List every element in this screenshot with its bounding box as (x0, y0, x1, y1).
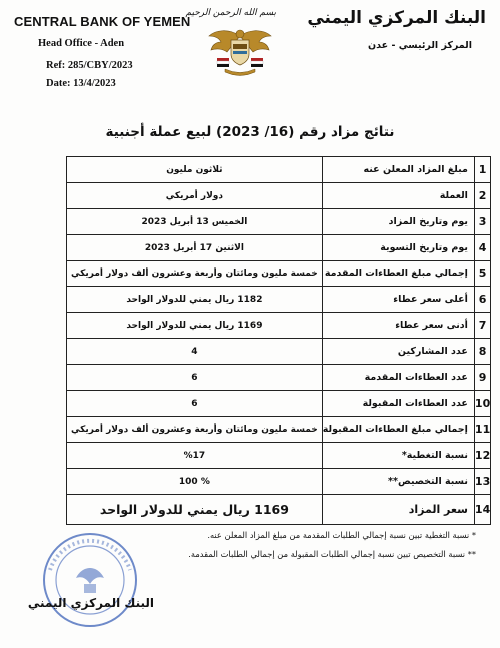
row-label: يوم وتاريخ التسوية (322, 235, 474, 261)
row-label: أعلى سعر عطاء (322, 287, 474, 313)
basmala-text: بسم الله الرحمن الرحيم (185, 8, 276, 18)
document-title: نتائج مزاد رقم (16/ 2023) لبيع عملة أجنبية (105, 124, 395, 140)
table-row (67, 365, 491, 391)
bank-name-en: CENTRAL BANK OF YEMEN (14, 14, 191, 29)
official-stamp-icon (30, 526, 150, 638)
row-label: إجمالي مبلغ العطاءات المقدمة (322, 261, 474, 287)
row-value: 6 (67, 365, 323, 391)
row-number: 3 (474, 209, 490, 235)
row-number: 9 (474, 365, 490, 391)
row-value: 1169 ريال يمني للدولار الواحد (67, 495, 323, 525)
row-value: خمسة مليون ومائتان وأربعة وعشرون ألف دولار أمريكي (67, 261, 323, 287)
row-value: 4 (67, 339, 323, 365)
row-label: مبلغ المزاد المعلن عنه (322, 157, 474, 183)
row-number: 1 (474, 157, 490, 183)
table-row (67, 417, 491, 443)
table-row (67, 287, 491, 313)
row-value: ثلاثون مليون (67, 157, 323, 183)
bank-name-ar: البنك المركزي اليمني (307, 8, 486, 28)
table-row (67, 313, 491, 339)
office-ar: المركز الرئيسي - عدن (368, 40, 472, 51)
row-value: % 100 (67, 469, 323, 495)
document-date: Date: 13/4/2023 (46, 78, 116, 89)
row-value: 1169 ريال يمني للدولار الواحد (67, 313, 323, 339)
row-label: إجمالي مبلغ العطاءات المقبولة (322, 417, 474, 443)
table-row (67, 443, 491, 469)
table-row (67, 495, 491, 525)
office-en: Head Office - Aden (38, 38, 125, 49)
row-number: 4 (474, 235, 490, 261)
table-row (67, 261, 491, 287)
row-value: 1182 ريال يمني للدولار الواحد (67, 287, 323, 313)
row-number: 13 (474, 469, 490, 495)
row-number: 10 (474, 391, 490, 417)
row-number: 12 (474, 443, 490, 469)
row-label: نسبة التغطية* (322, 443, 474, 469)
row-label: عدد العطاءات المقدمة (322, 365, 474, 391)
row-number: 14 (474, 495, 490, 525)
row-value: 6 (67, 391, 323, 417)
row-number: 11 (474, 417, 490, 443)
footnote-allocation: ** نسبة التخصيص تبين نسبة إجمالي الطلبات المقبولة من إجمالي الطلبات المقدمة. (188, 549, 476, 559)
row-number: 5 (474, 261, 490, 287)
row-number: 7 (474, 313, 490, 339)
row-label: عدد المشاركين (322, 339, 474, 365)
row-label: أدنى سعر عطاء (322, 313, 474, 339)
row-label: نسبة التخصيص** (322, 469, 474, 495)
auction-results-table (66, 156, 491, 525)
row-value: الاثنين 17 أبريل 2023 (67, 235, 323, 261)
row-value: خمسة مليون ومائتان وأربعة وعشرون ألف دولار أمريكي (67, 417, 323, 443)
row-value: %17 (67, 443, 323, 469)
row-number: 8 (474, 339, 490, 365)
row-label: عدد العطاءات المقبولة (322, 391, 474, 417)
table-row (67, 391, 491, 417)
row-label: يوم وتاريخ المزاد (322, 209, 474, 235)
table-row (67, 235, 491, 261)
row-number: 6 (474, 287, 490, 313)
row-value: الخميس 13 أبريل 2023 (67, 209, 323, 235)
table-row (67, 209, 491, 235)
row-label: سعر المزاد (322, 495, 474, 525)
row-number: 2 (474, 183, 490, 209)
signature-text: البنك المركزي اليمني (27, 596, 154, 610)
eagle-emblem-icon (205, 22, 275, 78)
table-row (67, 157, 491, 183)
table-row (67, 469, 491, 495)
reference-number: Ref: 285/CBY/2023 (46, 60, 133, 71)
footnote-coverage: * نسبة التغطية تبين نسبة إجمالي الطلبات المقدمة من مبلغ المزاد المعلن عنه. (207, 530, 476, 540)
table-row (67, 183, 491, 209)
row-label: العملة (322, 183, 474, 209)
row-value: دولار أمريكي (67, 183, 323, 209)
table-row (67, 339, 491, 365)
